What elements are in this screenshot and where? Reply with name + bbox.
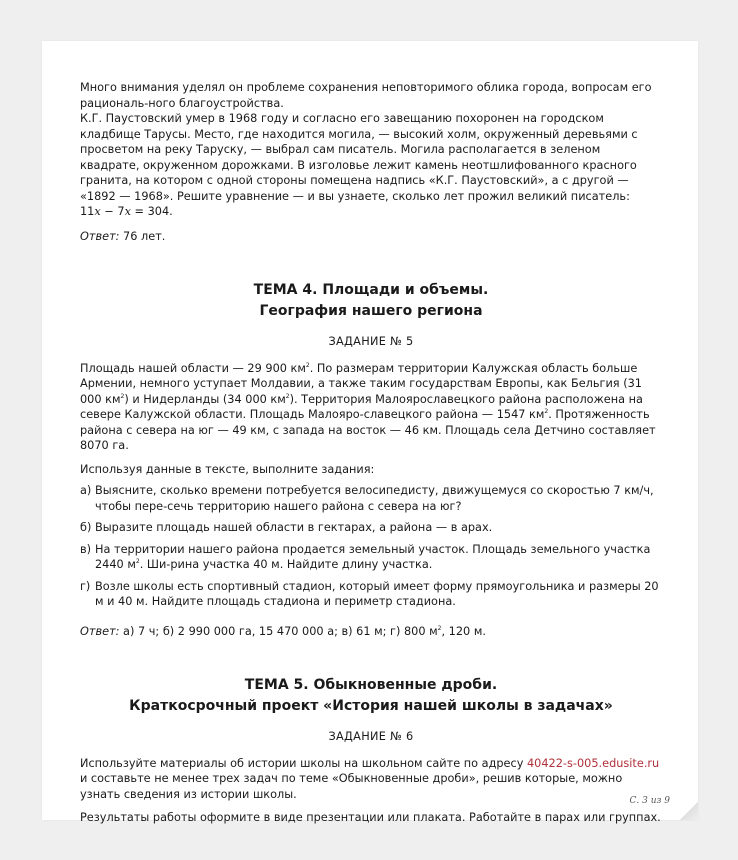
task-item-label: б) xyxy=(80,521,92,534)
theme-4-title xyxy=(80,280,662,322)
theme-4-title-line-2: География нашего региона xyxy=(259,303,483,319)
task-item-text: Выясните, сколько времени потребуется велосипедисту, движущемуся со скоростью 7 км/ч, чтобы пере-сечь территорию нашего района с севера на юг? xyxy=(95,484,654,513)
answer-label: Ответ: xyxy=(80,229,120,243)
eq-result: = 304. xyxy=(130,205,173,218)
superscript-2: 2 xyxy=(437,624,442,632)
theme-4-answer xyxy=(80,624,662,640)
task-item-c xyxy=(80,542,662,573)
intro-paragraph-2 xyxy=(80,111,662,220)
intro-paragraph-1: Много внимания уделял он проблеме сохранения неповторимого облика города, вопросам его рациональ-ного благоустройства. xyxy=(80,81,652,110)
eq-var-1: x xyxy=(94,205,101,218)
answer-text-b: , 120 м. xyxy=(441,624,486,638)
page-corner-fold xyxy=(680,802,698,820)
task-item-text: Возле школы есть спортивный стадион, который имеет форму прямоугольника и размеры 20 м и 40 м. Найдите площадь стадиона и периметр стадиона. xyxy=(95,579,659,608)
school-site-link[interactable]: 40422-s-005.edusite.ru xyxy=(527,756,660,770)
task-instructions: Используя данные в тексте, выполните задания: xyxy=(80,462,375,476)
page-content xyxy=(80,80,662,826)
page-number: С. 3 из 9 xyxy=(629,796,670,806)
theme-4-title-line-1: ТЕМА 4. Площади и объемы. xyxy=(253,282,489,298)
answer-label: Ответ: xyxy=(80,624,120,638)
eq-var-2: x xyxy=(124,205,131,218)
theme-4-paragraph xyxy=(80,361,662,454)
superscript-2: 2 xyxy=(135,558,140,566)
task-item-label: а) xyxy=(80,484,92,497)
equation xyxy=(80,205,173,218)
t5-text-b: и составьте не менее трех задач по теме «Обыкновенные дроби», решив которые, можно узнать сведения из истории школы. xyxy=(80,772,623,801)
task-item-text xyxy=(95,542,662,573)
theme-5-title xyxy=(80,675,662,717)
t4-text-b: . По размерам территории Калужская область больше Армении, немного уступает Молдавии, а также таким государствам Европы, как Бельгия (31 000 км xyxy=(80,361,642,406)
task-item-label: в) xyxy=(80,542,92,556)
task-item-text-b: . Ши-рина участка 40 м. Найдите длину участка. xyxy=(139,558,433,571)
task-item-text: Выразите площадь нашей области в гектарах, а района — в арах. xyxy=(95,521,493,534)
t4-text-e: . Протяженность района с севера на юг — 49 км, с запада на восток — 46 км. Площадь села Детчино составляет 8070 га. xyxy=(80,408,656,452)
task-item-text-a: На территории нашего района продается земельный участок. Площадь земельного участка 2440 м xyxy=(95,542,651,571)
superscript-2: 2 xyxy=(285,392,290,400)
intro-paragraph-2-text: К.Г. Паустовский умер в 1968 году и согласно его завещанию похоронен на городском кладбище Тарусы. Место, где находится могила, — высокий холм, окруженный деревьями с просветом на реку Таруску, — выбрал сам писатель. Могила располагается в зеленом квадрате, окруженном дорожками. В изголовье лежит камень неотшлифованного красного гранита, на котором с одной стороны помещена надпись «К.Г. Паустовский», а с другой — «1892 — 1968». Решите уравнение — и вы узнаете, сколько лет прожил великий писатель: xyxy=(80,112,638,203)
eq-coef-b: − 7 xyxy=(100,205,125,218)
t4-text-c: ) и Нидерланды (34 000 км xyxy=(124,392,286,406)
answer-text: 76 лет. xyxy=(119,229,166,243)
superscript-2: 2 xyxy=(544,408,549,416)
task-item-label: г) xyxy=(80,579,91,593)
theme-5-paragraph-1 xyxy=(80,756,662,803)
theme-5-title-line-1: ТЕМА 5. Обыкновенные дроби. xyxy=(244,677,498,693)
task-item-b xyxy=(80,520,662,536)
intro-answer xyxy=(80,229,662,245)
task-item-d xyxy=(80,579,662,610)
task-6-heading: ЗАДАНИЕ № 6 xyxy=(328,730,414,743)
t4-text-a: Площадь нашей области — 29 900 км xyxy=(80,361,306,375)
task-item-a xyxy=(80,483,662,514)
superscript-2: 2 xyxy=(305,361,310,369)
theme-5-title-line-2: Краткосрочный проект «История нашей школы в задачах» xyxy=(129,698,613,714)
answer-text-a: а) 7 ч; б) 2 990 000 га, 15 470 000 а; в) 61 м; г) 800 м xyxy=(119,624,438,638)
task-5-heading: ЗАДАНИЕ № 5 xyxy=(328,335,414,348)
t4-text-d: ). Территория Малоярославецкого района расположена на севере Калужской области. Площадь Малояро-славецкого района — 1547 км xyxy=(80,392,643,421)
t5-text-a: Используйте материалы об истории школы на школьном сайте по адресу xyxy=(80,756,527,770)
superscript-2: 2 xyxy=(120,392,125,400)
document-page xyxy=(42,41,698,824)
theme-5-paragraph-2: Результаты работы оформите в виде презентации или плаката. Работайте в парах или группах. xyxy=(80,811,661,824)
task-list xyxy=(80,483,662,610)
eq-coef-a: 11 xyxy=(80,205,95,218)
